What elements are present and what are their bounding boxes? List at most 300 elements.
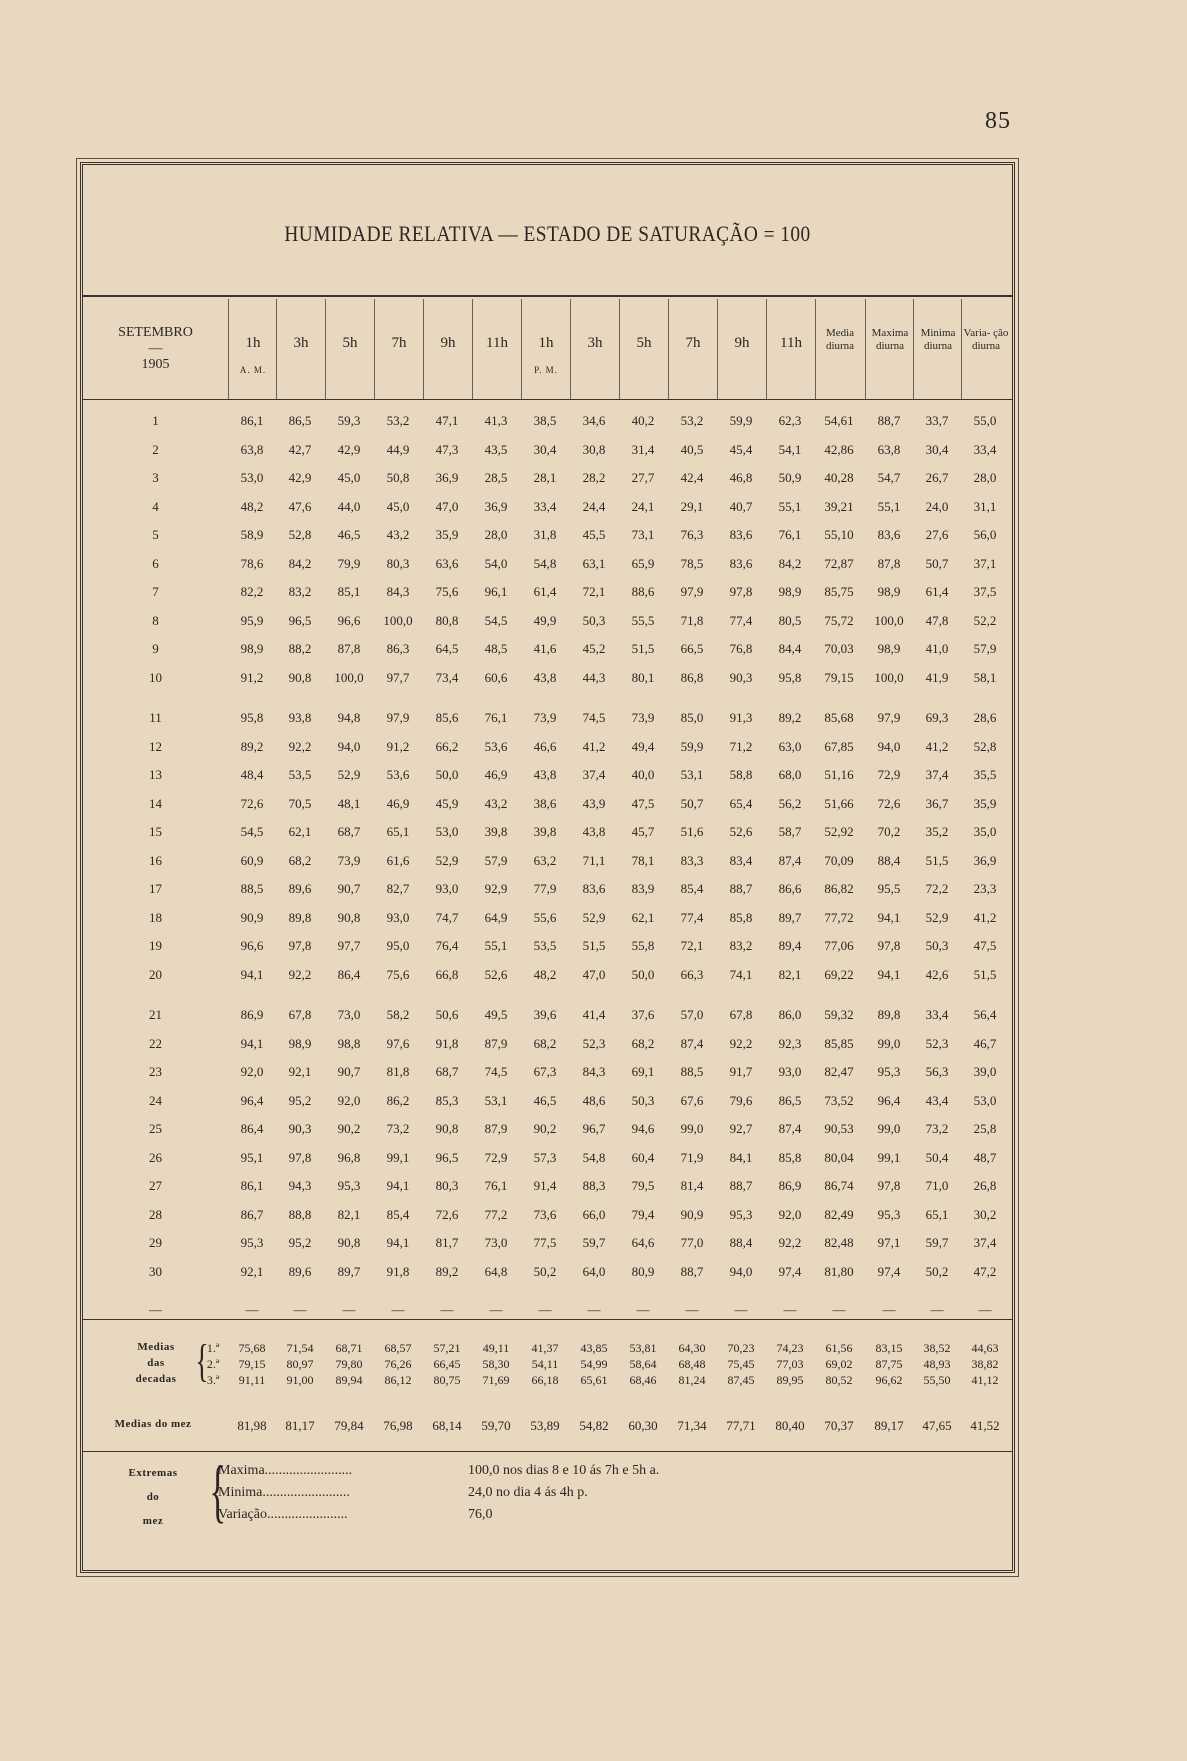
cell-value: 85,0 [680,710,704,725]
cell-value: 52,2 [973,612,997,628]
cell-value: 96,1 [484,584,508,599]
cell-value: 85,75 [824,584,854,599]
cell-value: 68,2 [631,1035,655,1051]
cell-value: 92,3 [778,1035,802,1051]
cell-value: 71,54 [286,1341,314,1355]
cell-value: 89,6 [288,881,312,896]
header-cell [717,299,766,399]
cell-value: 69,1 [631,1064,655,1079]
cell-value: 99,0 [877,1121,901,1136]
dash: — [440,1302,454,1317]
cell-value: 59,70 [481,1418,511,1433]
cell-value: 33,4 [533,498,557,514]
cell-value: 45,2 [582,641,606,656]
cell-value: 71,0 [925,1178,949,1193]
cell-value: 50,2 [925,1263,949,1279]
cell-value: 92,1 [240,1263,264,1279]
cell-value: 47,1 [435,413,459,428]
month-dash: — [148,341,163,356]
extremes-brace: { [209,1453,227,1530]
cell-value: 70,2 [877,824,901,839]
cell-value: 88,4 [729,1235,753,1250]
decade-ordinal: 1.ª [206,1341,220,1355]
day-number: 1 [152,413,159,428]
dash: — [391,1302,405,1317]
cell-value: 53,6 [484,738,508,754]
cell-value: 69,22 [824,966,854,982]
table-row [83,1064,1012,1086]
header-cell [766,299,815,399]
cell-value: 61,4 [533,584,557,599]
cell-value: 55,50 [923,1373,951,1387]
cell-value: 98,9 [240,641,264,656]
extreme-minima [218,1485,588,1501]
dash: — [978,1302,992,1317]
cell-value: 53,1 [484,1092,508,1108]
cell-value: 97,8 [877,938,901,953]
cell-value: 55,5 [631,612,655,628]
cell-value: 71,2 [729,738,753,754]
cell-value: 47,2 [973,1263,997,1279]
cell-value: 37,4 [973,1235,997,1250]
cell-value: 70,5 [288,795,312,811]
cell-value: 54,99 [580,1357,608,1371]
cell-value: 45,7 [631,824,655,839]
cell-value: 77,71 [726,1418,756,1433]
cell-value: 98,8 [337,1035,361,1051]
cell-value: 93,8 [288,710,312,725]
cell-value: 92,1 [288,1064,312,1079]
cell-value: 68,57 [384,1341,412,1355]
cell-value: 72,1 [680,938,704,953]
extreme-value: 76,0 [468,1507,493,1522]
cell-value: 46,5 [337,527,361,542]
cell-value: 68,7 [337,824,361,839]
cell-value: 55,6 [533,909,557,925]
cell-value: 28,6 [973,710,997,725]
cell-value: 80,8 [435,612,459,628]
cell-value: 46,8 [729,470,753,485]
cell-value: 74,7 [435,909,459,925]
cell-value: 40,0 [631,767,655,782]
cell-value: 97,7 [386,669,410,685]
cell-value: 29,1 [680,498,704,514]
cell-value: 90,8 [337,909,361,925]
cell-value: 52,8 [288,527,312,542]
cell-value: 75,68 [238,1341,266,1355]
cell-value: 72,6 [877,795,901,811]
cell-value: 99,0 [680,1121,704,1136]
cell-value: 95,8 [778,669,802,685]
cell-value: 89,6 [288,1263,312,1279]
cell-value: 84,1 [729,1149,753,1165]
cell-value: 58,8 [729,767,753,782]
cell-value: 73,9 [631,710,655,725]
cell-value: 73,2 [925,1121,949,1136]
cell-value: 50,8 [386,470,410,485]
cell-value: 86,4 [240,1121,264,1136]
cell-value: 75,45 [727,1357,755,1371]
extreme-variacao [218,1507,493,1523]
cell-value: 92,2 [729,1035,753,1051]
cell-value: 43,85 [580,1341,608,1355]
cell-value: 55,8 [631,938,655,953]
cell-value: 90,3 [288,1121,312,1136]
cell-value: 90,53 [824,1121,854,1136]
cell-value: 89,2 [435,1263,459,1279]
cell-value: 52,92 [824,824,854,839]
decade-label-1: Medias [137,1341,175,1353]
month-mean-label: Medias do mez [114,1418,192,1430]
hour-label: 1h [538,335,554,351]
cell-value: 86,5 [778,1092,802,1108]
cell-value: 39,21 [824,498,854,514]
cell-value: 96,4 [877,1092,901,1108]
cell-value: 60,6 [484,669,508,685]
cell-value: 74,1 [729,966,753,982]
dash: — [636,1302,650,1317]
cell-value: 97,7 [337,938,361,953]
cell-value: 89,2 [240,738,264,754]
cell-value: 100,0 [334,669,364,685]
table-row [83,1178,1012,1200]
cell-value: 65,61 [580,1373,608,1387]
hour-label: 9h [734,335,750,351]
cell-value: 90,8 [337,1235,361,1250]
cell-value: 37,4 [582,767,606,782]
cell-value: 87,4 [680,1035,704,1051]
cell-value: 95,1 [240,1149,264,1165]
cell-value: 65,9 [631,555,655,571]
cell-value: 94,1 [240,966,264,982]
cell-value: 76,98 [383,1418,413,1433]
cell-value: 72,6 [240,795,264,811]
header-cell [521,299,570,399]
cell-value: 48,93 [923,1357,951,1371]
cell-value: 31,4 [631,441,655,457]
table-row [83,613,1012,635]
cell-value: 83,15 [875,1341,903,1355]
decade-brace: { [195,1335,209,1386]
cell-value: 82,1 [337,1206,361,1222]
cell-value: 75,72 [824,612,854,628]
dash: — [342,1302,356,1317]
cell-value: 30,4 [533,441,557,457]
cell-value: 54,82 [579,1418,609,1433]
cell-value: 96,8 [337,1149,361,1165]
cell-value: 97,1 [877,1235,901,1250]
cell-value: 34,6 [582,413,606,428]
cell-value: 89,2 [778,710,802,725]
cell-value: 96,5 [288,612,312,628]
cell-value: 85,68 [824,710,854,725]
table-row [83,1150,1012,1172]
cell-value: 53,5 [288,767,312,782]
cell-value: 84,4 [778,641,802,656]
cell-value: 88,2 [288,641,312,656]
cell-value: 50,3 [582,612,606,628]
table-row [83,670,1012,692]
day-number: 6 [152,555,159,571]
cell-value: 80,3 [386,555,410,571]
cell-value: 51,5 [973,966,997,982]
cell-value: 68,0 [778,767,802,782]
cell-value: 86,1 [240,413,264,428]
cell-value: 88,3 [582,1178,606,1193]
cell-value: 81,98 [237,1418,267,1433]
cell-value: 51,16 [824,767,854,782]
cell-value: 75,6 [386,966,410,982]
header-cell [374,299,423,399]
means-rule [83,1319,1012,1320]
extreme-key: Maxima......................... [218,1463,353,1478]
table-row [83,499,1012,521]
cell-value: 55,1 [877,498,901,514]
cell-value: 47,6 [288,498,312,514]
cell-value: 57,0 [680,1007,704,1022]
day-number: 2 [152,441,159,457]
dash: — [587,1302,601,1317]
cell-value: 60,9 [240,852,264,868]
cell-value: 49,11 [482,1341,510,1355]
cell-value: 55,1 [778,498,802,514]
cell-value: 80,40 [775,1418,805,1433]
am-label: A. M. [239,365,267,375]
cell-value: 31,8 [533,527,557,542]
cell-value: 59,9 [729,413,753,428]
extreme-maxima [218,1463,660,1479]
cell-value: 44,0 [337,498,361,514]
table-row [83,1235,1012,1257]
cell-value: 90,2 [533,1121,557,1136]
cell-value: 97,8 [877,1178,901,1193]
cell-value: 91,8 [386,1263,410,1279]
cell-value: 56,3 [925,1064,949,1079]
cell-value: 39,0 [973,1064,997,1079]
cell-value: 87,8 [337,641,361,656]
hour-label: 1h [245,335,261,351]
cell-value: 87,9 [484,1121,508,1136]
cell-value: 85,85 [824,1035,854,1051]
cell-value: 54,1 [778,441,802,457]
day-number: 12 [149,738,162,754]
cell-value: 24,1 [631,498,655,514]
cell-value: 92,7 [729,1121,753,1136]
cell-value: 46,9 [484,767,508,782]
cell-value: 24,0 [925,498,949,514]
day-number: 18 [149,909,162,925]
cell-value: 77,06 [824,938,854,953]
cell-value: 47,0 [582,966,606,982]
table-row [83,1036,1012,1058]
cell-value: 57,21 [433,1341,461,1355]
decade-row [83,1373,1012,1389]
cell-value: 53,1 [680,767,704,782]
decade-label-2: das [147,1357,165,1369]
cell-value: 53,0 [973,1092,997,1108]
hour-label: 3h [293,335,309,351]
maxima-header: Maxima diurna [871,327,909,352]
cell-value: 97,6 [386,1035,410,1051]
cell-value: 95,3 [877,1206,901,1222]
cell-value: 36,9 [435,470,459,485]
cell-value: 52,6 [729,824,753,839]
cell-value: 72,9 [484,1149,508,1165]
cell-value: 35,2 [925,824,949,839]
cell-value: 53,0 [240,470,264,485]
cell-value: 96,7 [582,1121,606,1136]
day-number: 7 [152,584,159,599]
cell-value: 95,5 [877,881,901,896]
cell-value: 58,9 [240,527,264,542]
cell-value: 54,61 [824,413,854,428]
cell-value: 79,6 [729,1092,753,1108]
cell-value: 92,0 [240,1064,264,1079]
cell-value: 67,3 [533,1064,557,1079]
cell-value: 37,5 [973,584,997,599]
cell-value: 96,5 [435,1149,459,1165]
cell-value: 66,2 [435,738,459,754]
cell-value: 52,9 [337,767,361,782]
cell-value: 82,1 [778,966,802,982]
cell-value: 94,0 [729,1263,753,1279]
cell-value: 43,8 [582,824,606,839]
header-cell [472,299,521,399]
cell-value: 40,28 [824,470,854,485]
cell-value: 41,2 [925,738,949,754]
cell-value: 28,5 [484,470,508,485]
cell-value: 46,5 [533,1092,557,1108]
hour-label: 11h [486,335,508,351]
cell-value: 47,5 [973,938,997,953]
table-row [83,527,1012,549]
cell-value: 63,6 [435,555,459,571]
cell-value: 35,5 [973,767,997,782]
table-row [83,938,1012,960]
cell-value: 86,8 [680,669,704,685]
cell-value: 50,4 [925,1149,949,1165]
cell-value: 37,1 [973,555,997,571]
cell-value: 39,8 [484,824,508,839]
cell-value: 80,9 [631,1263,655,1279]
cell-value: 91,7 [729,1064,753,1079]
table-row [83,470,1012,492]
cell-value: 47,8 [925,612,949,628]
cell-value: 54,8 [533,555,557,571]
cell-value: 93,0 [386,909,410,925]
decade-ordinal: 3.ª [206,1373,220,1387]
day-number: 24 [149,1092,162,1108]
variacao-header: Varia- ção diurna [963,327,1009,352]
cell-value: 36,9 [484,498,508,514]
cell-value: 89,95 [776,1373,804,1387]
cell-value: 38,52 [923,1341,951,1355]
cell-value: 52,9 [435,852,459,868]
cell-value: 33,7 [925,413,949,428]
cell-value: 66,18 [531,1373,559,1387]
cell-value: 47,5 [631,795,655,811]
cell-value: 41,2 [582,738,606,754]
cell-value: 98,9 [288,1035,312,1051]
cell-value: 96,6 [337,612,361,628]
cell-value: 73,1 [631,527,655,542]
dash: — [245,1302,259,1317]
cell-value: 95,3 [729,1206,753,1222]
cell-value: 80,97 [286,1357,314,1371]
cell-value: 62,3 [778,413,802,428]
cell-value: 58,1 [973,669,997,685]
cell-value: 73,0 [484,1235,508,1250]
cell-value: 92,9 [484,881,508,896]
dash: — [538,1302,552,1317]
cell-value: 92,2 [288,738,312,754]
header-cell [619,299,668,399]
month-header [83,325,228,373]
cell-value: 53,81 [629,1341,657,1355]
cell-value: 27,6 [925,527,949,542]
cell-value: 66,8 [435,966,459,982]
cell-value: 92,2 [778,1235,802,1250]
cell-value: 83,6 [729,555,753,571]
cell-value: 52,9 [925,909,949,925]
cell-value: 52,3 [582,1035,606,1051]
cell-value: 59,32 [824,1007,854,1022]
cell-value: 53,2 [680,413,704,428]
cell-value: 79,15 [238,1357,266,1371]
cell-value: 57,9 [973,641,997,656]
cell-value: 81,80 [824,1263,854,1279]
cell-value: 71,69 [482,1373,510,1387]
extremes-label-1: Extremas [128,1467,178,1479]
table-row [83,710,1012,732]
table-row [83,641,1012,663]
cell-value: 88,7 [877,413,901,428]
cell-value: 77,03 [776,1357,804,1371]
cell-value: 53,0 [435,824,459,839]
cell-value: 86,9 [240,1007,264,1022]
extremes-label-2: do [146,1491,160,1503]
cell-value: 50,3 [925,938,949,953]
cell-value: 91,4 [533,1178,557,1193]
bottom-rule [83,1451,1012,1452]
dash: — [882,1302,896,1317]
media-header: Media diurna [825,327,855,352]
cell-value: 76,26 [384,1357,412,1371]
cell-value: 97,4 [877,1263,901,1279]
cell-value: 97,8 [288,938,312,953]
cell-value: 81,8 [386,1064,410,1079]
cell-value: 43,9 [582,795,606,811]
cell-value: 99,0 [877,1035,901,1051]
cell-value: 91,2 [386,738,410,754]
cell-value: 51,66 [824,795,854,811]
cell-value: 51,5 [631,641,655,656]
cell-value: 43,4 [925,1092,949,1108]
table-row [83,967,1012,989]
cell-value: 37,6 [631,1007,655,1022]
day-number: 17 [149,881,162,896]
cell-value: 48,2 [240,498,264,514]
cell-value: 82,48 [824,1235,854,1250]
cell-value: 95,3 [240,1235,264,1250]
cell-value: 86,6 [778,881,802,896]
cell-value: 84,2 [778,555,802,571]
cell-value: 28,2 [582,470,606,485]
cell-value: 77,5 [533,1235,557,1250]
cell-value: 57,9 [484,852,508,868]
cell-value: 45,0 [337,470,361,485]
cell-value: 73,52 [824,1092,854,1108]
